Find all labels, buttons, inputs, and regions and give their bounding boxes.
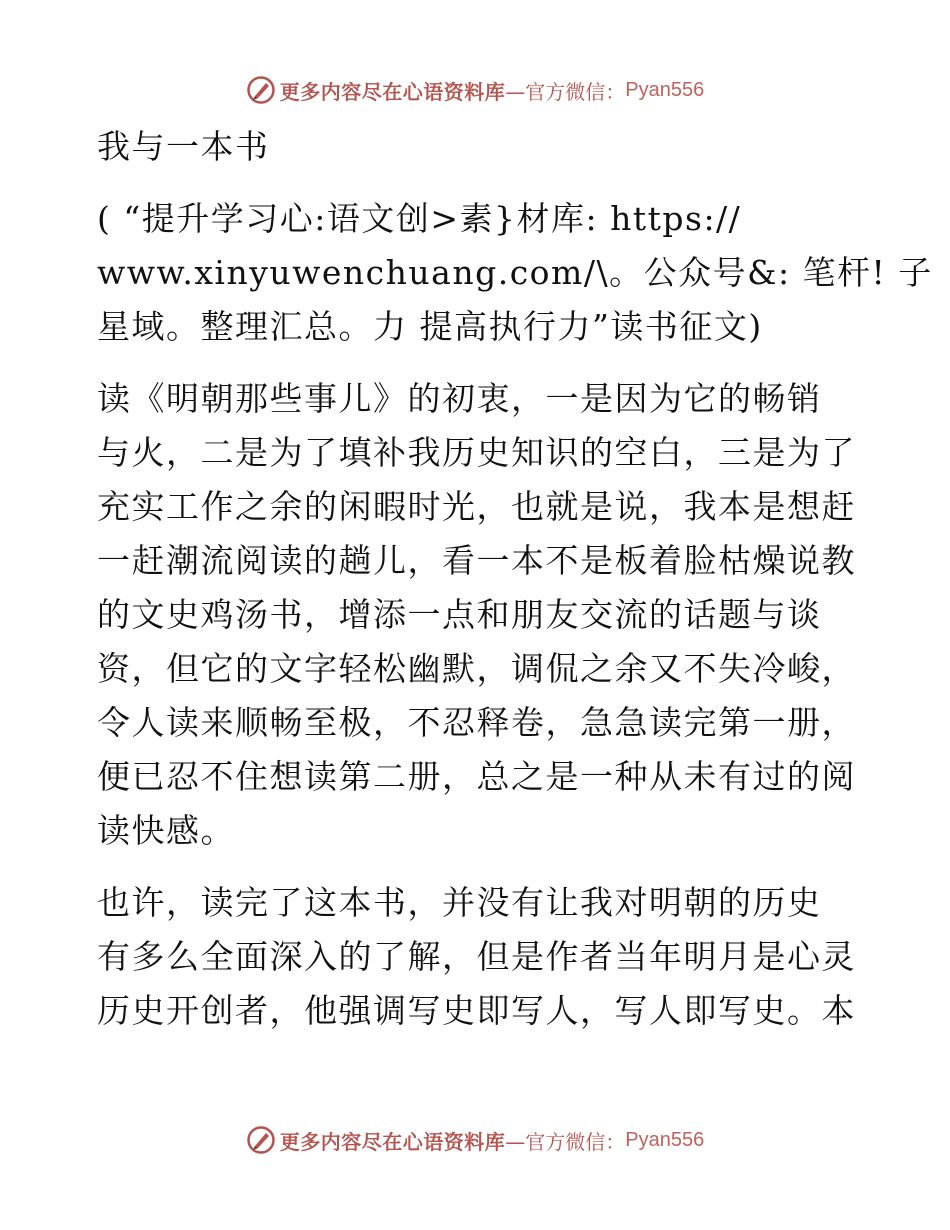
source-line: www.xinyuwenchuang.com/\。公众号&: 笔杆! 子 <box>97 253 933 292</box>
watermark-wechat-id: Pyan556 <box>625 78 705 101</box>
paragraph-1-line: 令人读来顺畅至极，不忍释卷，急急读完第一册， <box>97 703 856 742</box>
watermark-text: 更多内容尽在心语资料库 <box>279 1129 506 1154</box>
paragraph-2-line: 历史开创者，他强调写史即写人，写人即写史。本 <box>97 991 856 1030</box>
paragraph-2-line: 有多么全面深入的了解，但是作者当年明月是心灵 <box>97 937 856 976</box>
watermark-separator: —官方微信： <box>505 1129 626 1154</box>
source-line: 星域。整理汇总。力 提高执行力”读书征文) <box>97 307 763 346</box>
watermark-separator: —官方微信： <box>505 79 626 104</box>
watermark-text: 更多内容尽在心语资料库 <box>279 79 506 104</box>
paragraph-2-line: 也许，读完了这本书，并没有让我对明朝的历史 <box>97 883 822 922</box>
paragraph-1-line: 读快感。 <box>97 811 235 850</box>
paragraph-1-line: 资，但它的文字轻松幽默，调侃之余又不失冷峻， <box>97 649 856 688</box>
paragraph-1-line: 与火，二是为了填补我历史知识的空白，三是为了 <box>97 433 856 472</box>
source-line: ( “提升学习心:语文创>素}材库: https:// <box>97 199 742 238</box>
paragraph-1-line: 充实工作之余的闲暇时光，也就是说，我本是想赶 <box>97 487 856 526</box>
header-watermark <box>0 70 950 110</box>
footer-watermark <box>0 1120 950 1160</box>
brush-logo-icon <box>246 75 276 105</box>
brush-logo-icon <box>246 1125 276 1155</box>
paragraph-1-line: 一赶潮流阅读的趟儿，看一本不是板着脸枯燥说教 <box>97 541 856 580</box>
watermark-wechat-id: Pyan556 <box>625 1128 705 1151</box>
document-body <box>97 120 933 1038</box>
paragraph-1-line: 的文史鸡汤书，增添一点和朋友交流的话题与谈 <box>97 595 822 634</box>
paragraph-1-line: 读《明朝那些事儿》的初衷，一是因为它的畅销 <box>97 379 822 418</box>
document-title: 我与一本书 <box>97 127 270 166</box>
paragraph-1-line: 便已忍不住想读第二册，总之是一种从未有过的阅 <box>97 757 856 796</box>
